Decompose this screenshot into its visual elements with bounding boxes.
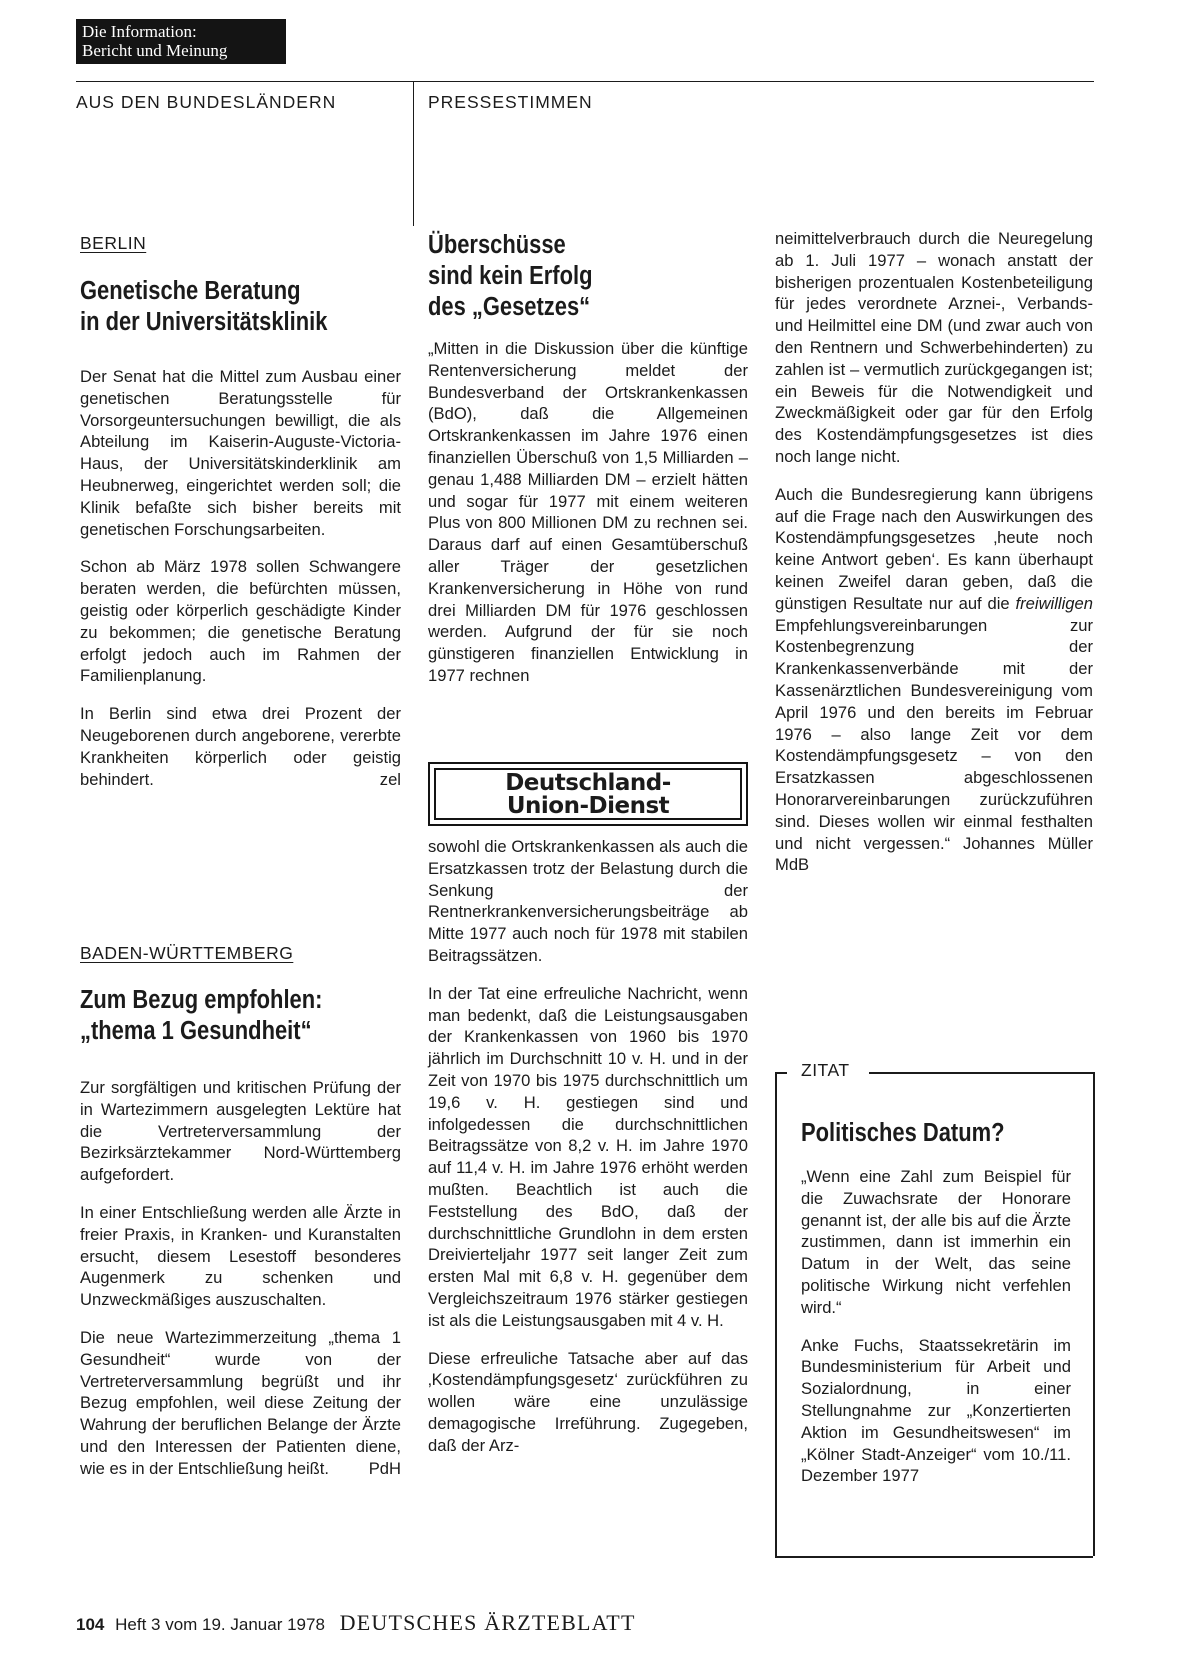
badge-line-2: Bericht und Meinung bbox=[82, 41, 228, 60]
presse-column3-paragraph-2 bbox=[775, 484, 1093, 876]
presse-paragraph-2: sowohl die Ortskrankenkassen als auch die Ersatzkassen trotz der Belastung durch die Senkung der Rentnerkrankenversicherungsbeiträge ab Mitte 1977 auch noch für 1978 mit stabilen Beitragssätzen. bbox=[428, 837, 748, 965]
zitat-box bbox=[775, 1060, 1093, 1558]
page-footer bbox=[76, 1610, 636, 1636]
presse-column3-p2a: Auch die Bundesregierung kann übrigens auf die Frage nach den Auswirkungen des Kostendämpfungsgesetzes ‚heute noch keine Antwort geben‘. Es kann überhaupt keinen Zweifel daran geben, daß die günstigen Resultate nur auf die bbox=[775, 484, 1093, 613]
logo-frame bbox=[434, 768, 742, 820]
bw-article bbox=[80, 1077, 401, 1496]
presse-headline-line1: Überschüsse bbox=[428, 231, 566, 259]
presse-headline bbox=[428, 230, 593, 323]
bw-paragraph-1: Zur sorgfältigen und kritischen Prüfung der in Wartezimmern ausgelegten Lektüre hat die Vertreterversammlung der Bezirksärztekammer Nord-Württemberg aufgefordert. bbox=[80, 1078, 401, 1185]
berlin-paragraph-1: Der Senat hat die Mittel zum Ausbau einer genetischen Beratungsstelle für Vorsorgeuntersuchungen bewilligt, die als Abteilung im Kaiserin-Auguste-Victoria-Haus, der Universitätskinderklinik am Heubnerweg, eingerichtet werden soll; die Klinik befaßte sich bisher bereits mit genetischen Forschungsarbeiten. bbox=[80, 367, 401, 539]
zitat-quote: „Wenn eine Zahl zum Beispiel für die Zuwachsrate der Honorare genannt ist, der alle bis auf die Ärzte zustimmen, dann ist immerhin ein Datum in der Welt, das seine politische Wirkung nicht verfehlen wird.“ bbox=[801, 1167, 1071, 1317]
berlin-author: zel bbox=[379, 769, 401, 789]
logo-line-1: Deutschland- bbox=[505, 770, 671, 796]
region-baden-wuerttemberg: BADEN-WÜRTTEMBERG bbox=[80, 943, 294, 963]
bw-paragraph-3 bbox=[80, 1327, 401, 1480]
berlin-paragraph-3 bbox=[80, 703, 401, 790]
presse-headline-line3: des „Gesetzes“ bbox=[428, 293, 591, 321]
presse-article-part3 bbox=[775, 228, 1093, 892]
bw-paragraph-2: In einer Entschließung werden alle Ärzte in freier Praxis, in Kranken- und Kuranstalten ersucht, diesem Lesestoff besonderes Augenmerk zu schenken und Unzweckmäßiges auszuschalten. bbox=[80, 1202, 401, 1310]
deutschland-union-dienst-logo bbox=[428, 762, 748, 826]
badge-line-1: Die Information: bbox=[82, 22, 197, 41]
presse-article-part1 bbox=[428, 338, 748, 703]
zitat-box-top-left bbox=[777, 1072, 787, 1074]
presse-column3-p2b: Empfehlungsvereinbarungen zur Kostenbegrenzung der Krankenkassenverbände mit der Kassenärztlichen Bundesvereinigung vom April 1976 und den bereits im Februar 1976 – also lange Zeit vor dem Kostendämpfungsgesetz – von den Ersatzkassen abgeschlossenen Honorarvereinbarungen zurückzuführen sind. Dieses wollen wir einmal festhalten und nicht vergessen.“ Johannes Müller MdB bbox=[775, 615, 1093, 875]
zitat-body bbox=[801, 1166, 1071, 1503]
berlin-headline bbox=[80, 276, 327, 338]
column-divider bbox=[413, 81, 414, 226]
berlin-headline-line2: in der Universitätsklinik bbox=[80, 308, 328, 336]
zitat-label: ZITAT bbox=[801, 1060, 850, 1080]
page-number: 104 bbox=[76, 1615, 105, 1634]
berlin-paragraph-2: Schon ab März 1978 sollen Schwangere beraten werden, die befürchten müssen, geistig oder körperlich geschädigte Kinder zu bekommen; die genetische Beratung erfolgt jedoch auch im Rahmen der Familienplanung. bbox=[80, 557, 401, 686]
presse-paragraph-3: In der Tat eine erfreuliche Nachricht, wenn man bedenkt, daß die Leistungsausgaben der Krankenkassen von 1960 bis 1970 jährlich im Durchschnitt 10 v. H. und in der Zeit von 1970 bis 1975 durchschnittlich um 19,6 v. H. gestiegen sind und infolgedessen die durchschnittlichen Beitragssätze von 8,2 v. H. im Jahre 1970 auf 11,4 v. H. im Jahre 1976 erhöht werden mußten. Beachtlich ist auch die Feststellung des BdO, daß der durchschnittliche Grundlohn in dem ersten Dreivierteljahr 1977 seit langer Zeit zum ersten Mal mit 6,8 v. H. gegenüber dem Vergleichszeitraum 1976 stärker gestiegen ist als die Leistungsausgaben mit 4 v. H. bbox=[428, 983, 748, 1330]
logo-line-2: Union-Dienst bbox=[506, 793, 670, 819]
zitat-box-top-right bbox=[869, 1072, 1093, 1074]
presse-column3-emphasis: freiwilligen bbox=[1015, 593, 1093, 613]
zitat-box-right bbox=[1093, 1072, 1095, 1556]
bw-headline-line2: „thema 1 Gesundheit“ bbox=[80, 1017, 312, 1045]
berlin-article bbox=[80, 366, 401, 806]
bw-paragraph-3-text: Die neue Wartezimmerzeitung „thema 1 Gesundheit“ wurde von der Vertreterversammlung begrüßt und ihr Bezug empfohlen, weil diese Zeitung der Wahrung der beruflichen Belange der Ärzte und den Interessen der Patienten diene, wie es in der Entschließung heißt. bbox=[80, 1327, 401, 1478]
presse-paragraph-1: „Mitten in die Diskussion über die künftige Rentenversicherung meldet der Bundesverband der Ortskrankenkassen (BdO), daß die Allgemeinen Ortskrankenkassen im Jahre 1976 einen finanziellen Überschuß von 1,5 Milliarden – genau 1,488 Milliarden DM – erzielt hätten und sogar für 1977 mit einem weiteren Plus von 800 Millionen DM zu rechnen sei. Daraus darf auf einen Gesamtüberschuß aller Träger der gesetzlichen Krankenversicherung in Höhe von rund drei Milliarden DM für 1976 geschlossen werden. Aufgrund der für sie noch günstigeren finanziellen Entwicklung in 1977 rechnen bbox=[428, 339, 748, 685]
section-badge bbox=[76, 19, 286, 64]
zitat-headline: Politisches Datum? bbox=[801, 1119, 1005, 1147]
bw-author: PdH bbox=[368, 1458, 401, 1478]
header-rule bbox=[76, 81, 1094, 82]
berlin-headline-line1: Genetische Beratung bbox=[80, 277, 301, 305]
zitat-source: Anke Fuchs, Staatssekretärin im Bundesministerium für Arbeit und Sozialordnung, in einer Stellungnahme zur „Konzertierten Aktion im Gesundheitswesen“ im „Kölner Stadt-Anzeiger“ vom 10./11. Dezember 1977 bbox=[801, 1335, 1071, 1486]
left-section-label: AUS DEN BUNDESLÄNDERN bbox=[76, 92, 337, 112]
presse-column3-paragraph-1: neimittelverbrauch durch die Neuregelung ab 1. Juli 1977 – wonach anstatt der bisherigen prozentualen Kostenbeteiligung für jedes verordnete Arznei-, Verbands- und Heilmittel eine DM (und zwar auch von den Rentnern und Schwerbehinderten) zu zahlen ist – vermutlich zurückgegangen ist; ein Beweis für die Notwendigkeit und Zweckmäßigkeit oder gar für den Erfolg des Kostendämpfungsgesetzes ist dies noch lange nicht. bbox=[775, 229, 1093, 466]
presse-article-part2 bbox=[428, 836, 748, 1473]
bw-headline bbox=[80, 985, 322, 1047]
bw-headline-line1: Zum Bezug empfohlen: bbox=[80, 986, 323, 1014]
issue-info: Heft 3 vom 19. Januar 1978 bbox=[115, 1615, 325, 1634]
region-berlin: BERLIN bbox=[80, 233, 147, 253]
presse-paragraph-4: Diese erfreuliche Tatsache aber auf das ‚Kostendämpfungsgesetz‘ zurückführen zu wollen wäre eine unzulässige demagogische Irreführung. Zugegeben, daß der Arz- bbox=[428, 1348, 748, 1455]
magazine-name: DEUTSCHES ÄRZTEBLATT bbox=[339, 1610, 636, 1635]
right-section-label: PRESSESTIMMEN bbox=[428, 92, 593, 112]
presse-headline-line2: sind kein Erfolg bbox=[428, 262, 593, 290]
berlin-paragraph-3-text: In Berlin sind etwa drei Prozent der Neugeborenen durch angeborene, vererbte Krankheiten körperlich oder geistig behindert. bbox=[80, 704, 401, 789]
